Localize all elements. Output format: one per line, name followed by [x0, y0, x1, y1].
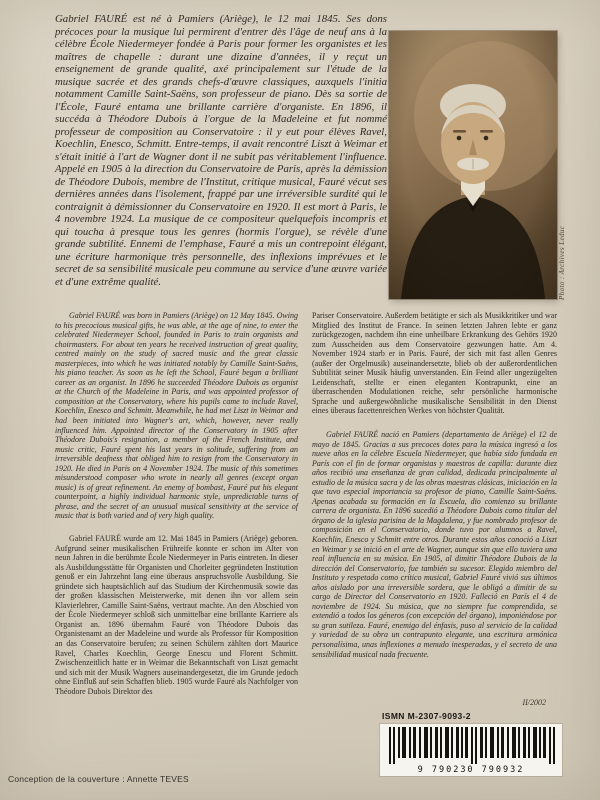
photo-credit-caption: Photo : Archives Leduc [558, 225, 566, 300]
barcode [380, 724, 562, 776]
paragraph-german-biography-part2: Pariser Conservatoire. Außerdem betätigte er sich als Musikkritiker und war Mitglied des Institut de France. In seinen letzten Jahren lebte er ganz zurückgezogen, nachdem ihn eine unheilbare Erkrankung des Gehörs 1920 zum Ausscheiden aus dem Conservatoire gezwungen hatte. Am 4. November 1924 starb er in Paris. Fauré, der sich mit fast allen Genres (außer der Orgelmusik) auseinandersetzte, blieb ob der außerordentlichen Subtilität seiner Musik häufig unverstanden. Ein Feind aller ungezügelten Leidenschaft, stellte er einen eleganten Kontrapunkt, eine an überraschenden Modulationen reiche, sehr persönliche harmonische Sprache und außergewöhnliche musikalische Sensibilität in den Dienst eines überaus facettenreichen Werkes von höchster Qualität. [312, 311, 557, 416]
edition-code: II/2002 [522, 698, 546, 707]
barcode-bars [385, 727, 557, 765]
portrait-illustration [389, 31, 557, 299]
barcode-number: 9 790230 790932 [417, 765, 525, 775]
cover-design-credit: Conception de la couverture : Annette TEVES [8, 774, 189, 784]
paragraph-english-biography: Gabriel FAURÉ was born in Pamiers (Ariège) on 12 May 1845. Owing to his precocious musical gifts, he was able, at the age of nine, to enter the celebrated Niedermeyer School, founded in Paris to train organists and choirmasters. For about ten years he received instruction of great quality, centred mainly on the study of sacred music and the great classic masterpieces, into which he was initiated notably by Camille Saint-Saëns, his piano teacher. As soon as he left the School, Fauré began a brilliant career as an organist. In 1896 he succeeded Théodore Dubois as organist at the Church of the Madeleine in Paris, and was appointed professor of composition at the Conservatory, where his pupils came to include Ravel, Koechlin, Enesco and Schmitt. Meanwhile, he had met Liszt in Weimar and had been initiated into Wagner's art, which, however, never really influenced him. Appointed director of the Conservatory in 1905 after Théodore Dubois's resignation, a member of the French Institute, and music critic, Fauré spent his last years in solitude, suffering from an irreversible deafness that obliged him to resign from the Conservatory in 1920. He died in Paris on 4 November 1924. The music of this sometimes misunderstood composer who wrote in nearly all genres (except organ music) is of great refinement. An enemy of bombast, Fauré put his elegant counterpoint, a highly individual harmonic style, unpredictable turns of phrase, and the secret of an unusual musical sensitivity at the service of music that is both varied and of very high quality. [55, 311, 298, 521]
paragraph-spanish-biography: Gabriel FAURÉ nació en Pamiers (departamento de Ariège) el 12 de mayo de 1845. Gracias a sus precoces dotes para la música ingresó a los nueve años en la célebre Escuela Niedermeyer, que había sido fundada en París con el fin de formar organistas y maestros de capilla: durante diez años recibió una enseñanza de gran calidad, dedicada principalmente al estudio de la música sacra y de las obras maestras clásicas, iniciación en la que tuvo especial importancia su profesor de piano, Camille Saint-Saëns. Apenas acabada su formación en la Escuela, dio comienzo su brillante carrera de organista. En 1896 sucedió a Théodore Dubois como titular del órgano de la iglesia parisina de la Magdalena, y fue nombrado profesor de composición en el Conservatorio, donde tuvo por alumnos a Ravel, Koechlin, Enesco y Schmitt entre otros. Durante estos años conoció a Liszt en Weimar y se inició en el arte de Wagner, aunque sin que ello tuviera una real influencia en su música. En 1905, al dimitir Théodore Dubois de la dirección del Conservatorio, fue también su sucesor. Elegido miembro del Instituto y respetado como crítico musical, Gabriel Fauré vivió sus últimos años aislado por una irreversible sordera, que le obligó a dimitir de su cargo de Director del Conservatorio en 1920. Falleció en París el 4 de noviembre de 1924. Su música, que no siempre fue comprendida, se extendió a todos los géneros (con excepción del órgano), imponiéndose por su gran sutileza. Fauré, enemigo del énfasis, puso al servicio de la calidad y variedad de su obra un contrapunto elegante, una escritura armónica personalísima, unas inflexiones a menudo inesperadas, y el secreto de una sensibilidad musical nada frecuente. [312, 430, 557, 659]
paragraph-french-biography: Gabriel FAURÉ est né à Pamiers (Ariège), le 12 mai 1845. Ses dons précoces pour la musique lui permirent d'entrer dès l'âge de neuf ans à la célèbre École Niedermeyer fondée à Paris pour former les organistes et les maîtres de chapelle : durant une dizaine d'années, il y reçut un enseignement de grande qualité, axé principalement sur l'étude de la musique sacrée et des grands chefs-d'œuvre classiques, auxquels l'initia notamment Camille Saint-Saëns, son professeur de piano. Dès sa sortie de l'École, Fauré entama une brillante carrière d'organiste. En 1896, il succéda à Théodore Dubois à l'orgue de la Madeleine et fut nommé professeur de composition au Conservatoire : il y eut pour élèves Ravel, Koechlin, Enesco, Schmitt. Entre-temps, il avait rencontré Liszt à Weimar et s'était initié à l'art de Wagner dont il ne subit pas véritablement l'influence. Appelé en 1905 à la direction du Conservatoire de Paris, après la démission de Théodore Dubois, membre de l'Institut, critique musical, Fauré vécut ses dernières années dans l'isolement, frappé par une irréversible surdité qui le contraignit à démissionner du Conservatoire en 1920. Il est mort à Paris, le 4 novembre 1924. La musique de ce compositeur quelquefois incompris et qui toucha à presque tous les genres (hormis l'orgue), se révèle d'une grande subtilité. Ennemi de l'emphase, Fauré a mis un contrepoint élégant, une écriture harmonique très personnelle, des inflexions imprévues et le secret de sa sensibilité musicale peu commune au service d'une œuvre variée et d'une extrême qualité. [55, 13, 387, 288]
faure-portrait-photo [389, 31, 557, 299]
paragraph-german-biography-part1: Gabriel FAURÉ wurde am 12. Mai 1845 in Pamiers (Ariège) geboren. Aufgrund seiner musikalischen Frühreife konnte er schon im Alter von neun Jahren in die berühmte École Niedermeyer in Paris eintreten. In dieser als Ausbildungsstätte für Organisten und Chorleiter gegründeten Institution genoß er ein Jahrzehnt lang eine überaus anspruchsvolle Ausbildung. Sie gründete sich hauptsächlich auf das Studium der Kirchenmusik sowie das der großen klassischen Meisterwerke, mit denen ihn vor allem sein Klavierlehrer, Camille Saint-Saëns, vertraut machte. An den Abschied von der École Niedermeyer schloß sich unmittelbar eine brillante Karriere als Organist an. 1896 übernahm Fauré von Théodore Dubois das Organistenamt an der Madeleine und wurde als Professor für Komposition an das Conservatoire berufen; zu seinen Schülern zählten dort Maurice Ravel, Charles Koechlin, George Enescu und Florent Schmitt. Zwischenzeitlich hatte er in Weimar die Bekanntschaft von Liszt gemacht und sich mit der Musik Wagners auseinandergesetzt, die im Grunde jedoch ohne Einfluß auf sein Schaffen blieb. 1905 wurde Fauré als Nachfolger von Théodore Dubois Direktor des [55, 534, 298, 696]
ismn-label: ISMN M-2307-9093-2 [382, 711, 471, 721]
